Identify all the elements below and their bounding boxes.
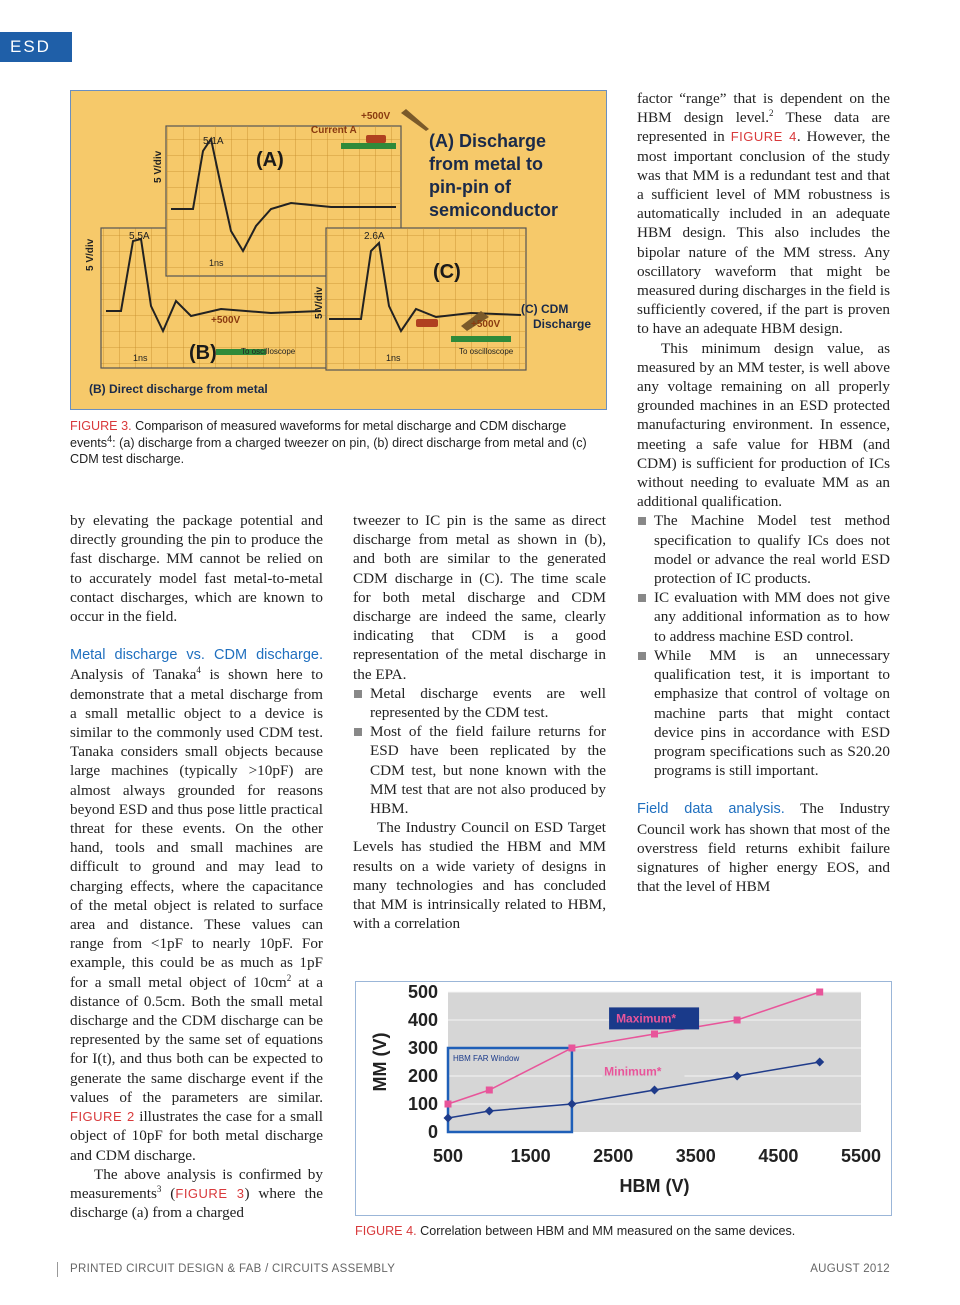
x-axis-label: HBM (V) [619, 1176, 690, 1196]
column-3 [637, 89, 890, 896]
section-tag: ESD [0, 32, 72, 62]
footer-date: AUGUST 2012 [810, 1263, 890, 1275]
panel-a-title-line2: from metal to [429, 154, 544, 174]
y-tick-label: 500 [407, 982, 438, 1002]
peak-b-label: 5.5A [129, 231, 150, 242]
current-a-label: Current A [311, 125, 357, 136]
ns-c-label: 1ns [386, 353, 401, 363]
ns-b-label: 1ns [133, 353, 148, 363]
y-tick-label: 300 [407, 1038, 438, 1058]
peak-a-label: 5.1A [203, 136, 224, 147]
section-heading-metal-vs-cdm: Metal discharge vs. CDM discharge. [70, 647, 323, 664]
col1-paragraph-2: Metal discharge vs. CDM discharge. Analysis of Tanaka$^4$ is shown here to demonstrate that a metal discharge from a small metallic object to a device is similar to the commonly used CDM test. Tanaka considers small objects because large machines (typically >10pF) are almost always grounded for reasons beyond ESD and thus pose little practical threat for these events. On the other hand, tools and small machines are difficult to ground and may lead to charging effects, where the capacitance of the metal object is related to surface area and distance. These values can range from <1pF to nearly 10pF. For example, this could be as much as 1pF for a small metal object of $10cm^2$ at a distance of 0.5cm. Both the small metal discharge and the CDM discharge can be represented by the same set of equations for I(t), and thus both can be expected to generate the same discharge event if the values of the parameters are similar. FIGURE 2 illustrates the case for a small object of 10pF for both metal discharge and CDM discharge. [70, 647, 324, 1164]
col1-paragraph-1: by elevating the package potential and directly grounding the pin to produce the fast discharge. MM cannot be relied on to accurately model fast metal-to-metal contact discharges, which are known to occur in the field. [70, 512, 323, 626]
x-tick-label: 2500 [593, 1146, 634, 1166]
figure-4-caption-text: Correlation between HBM and MM measured on the same devices. [416, 1224, 796, 1238]
col3-bullet-list [637, 511, 890, 780]
footer-separator [57, 1262, 58, 1277]
chart-svg [356, 982, 891, 1215]
list-item: Metal discharge events are well represented by the CDM test. [353, 684, 606, 722]
figure-4-chart [355, 981, 892, 1216]
vdiv-a-label: 5 V/div [153, 150, 164, 183]
panel-c-cdm-line1: (C) CDM [521, 302, 569, 316]
vdiv-c-label: 5 V/div [314, 286, 325, 319]
figure-4-caption [355, 1223, 890, 1240]
ns-a-label: 1ns [209, 258, 224, 268]
list-item: Most of the field failure returns for ESD have been replicated by the CDM test, but none known with the MM test that are not also produced by HBM. [353, 722, 606, 818]
list-item: IC evaluation with MM does not give any additional information as to how to address machine ESD control. [637, 588, 890, 646]
panel-a-title-line3: pin-pin of [429, 177, 511, 197]
col3-paragraph-2: This minimum design value, as measured by an MM tester, is well above any voltage remaining on all properly grounded machines in an ESD protected manufacturing environment. In essence, meeting a safe value for HBM (and CDM) is sufficient for production of ICs without needing to evaluate MM as an additional qualification. [637, 339, 890, 511]
panel-c-cdm-line2: Discharge [533, 317, 592, 331]
y-tick-label: 0 [427, 1122, 438, 1142]
panel-b-caption: (B) Direct discharge from metal [89, 382, 268, 396]
x-tick-label: 4500 [758, 1146, 799, 1166]
panel-a-title-line1: (A) Discharge [429, 131, 547, 151]
col2-paragraph-1: tweezer to IC pin is the same as direct discharge from metal as shown in (b), and both are similar to the generated CDM discharge in (C). The time scale for both metal discharge and CDM discharge are indeed the same, clearly indicating that CDM is a good representation of the metal discharge in the EPA. [353, 512, 606, 683]
panel-a-title-line4: semiconductor [429, 200, 559, 220]
data-point [486, 1087, 493, 1094]
panel-c-marker: (C) [433, 261, 461, 283]
footer-publication: PRINTED CIRCUIT DESIGN & FAB / CIRCUITS ASSEMBLY [70, 1263, 396, 1275]
col1-paragraph-3: The above analysis is confirmed by measurements$^3$ (FIGURE 3) where the discharge (a) from a charged [70, 1165, 323, 1222]
column-1 [70, 511, 323, 1222]
legend-minimum: Minimum* [604, 1064, 662, 1079]
data-point [816, 989, 823, 996]
col2-paragraph-2: The Industry Council on ESD Target Levels has studied the HBM and MM results on a wide variety of designs in many technologies and has concluded that MM is intrinsically related to HBM, with a correlation [353, 819, 606, 933]
data-point [651, 1031, 658, 1038]
col3-paragraph-1: factor “range” that is dependent on the HBM design level.$^2$ These data are represented in FIGURE 4. However, the most important conclusion of the study was that MM is a redundant test and that a sufficient level of MM robustness is automatically included in an adequate HBM design. This also includes the bipolar nature of the MM stress. Any oscillatory waveform that might be measured during discharges in the field is sufficiently covered, if the part is proven to have an adequate HBM design. [637, 90, 890, 338]
section-heading-field-data: Field data analysis. [637, 801, 785, 818]
list-item: While MM is an unnecessary qualification test, it is important to emphasize that control of voltage on machine parts that might contact device pins in accordance with ESD program specifications such as S20.20 programs is still important. [637, 646, 890, 780]
figure-3-image [70, 90, 607, 410]
v500-b-label: +500V [211, 315, 241, 326]
x-tick-label: 5500 [840, 1146, 882, 1166]
v500-a-label: +500V [361, 111, 391, 122]
data-point [734, 1017, 741, 1024]
x-tick-label: 3500 [675, 1146, 716, 1166]
panel-a-marker: (A) [256, 149, 284, 171]
x-tick-label: 1500 [510, 1146, 551, 1166]
x-tick-label: 500 [432, 1146, 464, 1166]
figure-3-caption-text: Comparison of measured waveforms for metal discharge and CDM discharge events [70, 419, 567, 450]
osc-b-label: To oscilloscope [241, 347, 296, 356]
far-window-label: HBM FAR Window [453, 1054, 520, 1063]
column-2 [353, 511, 606, 933]
figure-3-ref: FIGURE 3 [175, 1185, 245, 1201]
figure-4-ref: FIGURE 4 [730, 129, 797, 145]
data-point [445, 1101, 452, 1108]
figure-3-caption: FIGURE 3. Comparison of measured waveforms for metal discharge and CDM discharge events$^4$: (a) discharge from a charged tweezer on pin, (b) direct discharge from metal and (c) CDM test discharge. [70, 419, 587, 466]
list-item: The Machine Model test method specification to qualify ICs does not model or advance the real world ESD protection of IC products. [637, 511, 890, 588]
figure-2-ref: FIGURE 2 [70, 1109, 135, 1125]
legend-maximum: Maximum* [616, 1011, 677, 1026]
v500-c-label: +500V [471, 319, 501, 330]
figure-4-caption-label: FIGURE 4. [355, 1224, 417, 1238]
panel-b-marker: (B) [189, 342, 217, 364]
y-axis-label: MM (V) [370, 1032, 390, 1092]
y-tick-label: 200 [407, 1066, 438, 1086]
peak-c-label: 2.6A [364, 231, 385, 242]
figure-3-caption-label: FIGURE 3. [70, 419, 132, 433]
y-tick-label: 100 [407, 1094, 438, 1114]
col3-paragraph-3: Field data analysis. The Industry Council work has shown that most of the overstress field returns exhibit failure signatures of higher energy EOS, and that the level of HBM [637, 800, 890, 896]
col2-bullet-list [353, 684, 606, 818]
vdiv-b-label: 5 V/div [85, 238, 96, 271]
y-tick-label: 400 [407, 1010, 438, 1030]
osc-c-label: To oscilloscope [459, 347, 514, 356]
data-point [568, 1045, 575, 1052]
